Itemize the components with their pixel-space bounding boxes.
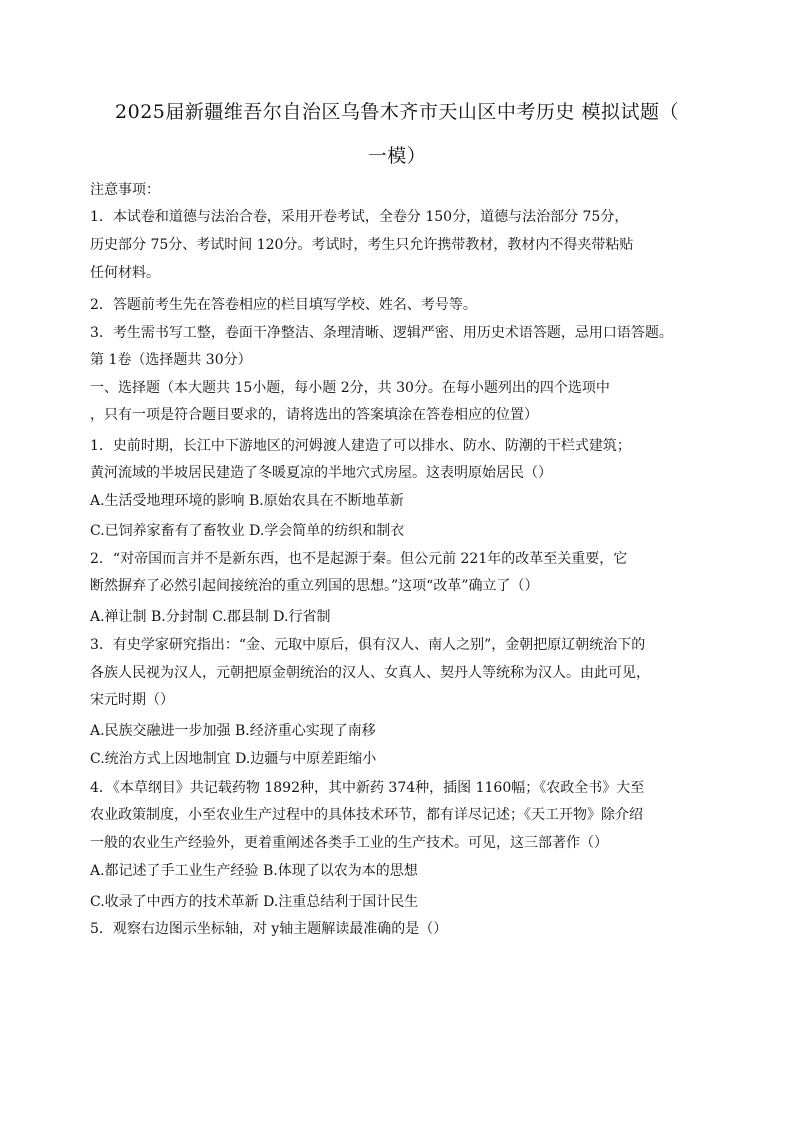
question-4-stem-line-2: 农业政策制度，小至农业生产过程中的具体技术环节，都有详尽记述；《天工开物》除介绍 bbox=[90, 807, 643, 823]
question-1-options-ab: A.生活受地理环境的影响 B.原始农具在不断地革新 bbox=[90, 493, 404, 509]
question-2-options: A.禅让制 B.分封制 C.郡县制 D.行省制 bbox=[90, 609, 331, 625]
exam-title-line-1: 2025届新疆维吾尔自治区乌鲁木齐市天山区中考历史 模拟试题（ bbox=[115, 101, 679, 123]
notice-item-1-line-1: 1．本试卷和道德与法治合卷，采用开卷考试，全卷分 150分，道德与法治部分 75分， bbox=[90, 209, 629, 225]
notice-item-1-line-3: 任何材料。 bbox=[90, 265, 160, 281]
question-2-stem-line-1: 2．“对帝国而言并不是新东西，也不是起源于秦。但公元前 221年的改革至关重要，它 bbox=[90, 551, 628, 567]
notice-item-1-line-2: 历史部分 75分、考试时间 120分。考试时，考生只允许携带教材，教材内不得夹带粘贴 bbox=[90, 237, 634, 253]
question-3-stem-line-2: 各族人民视为汉人，元朝把原金朝统治的汉人、女真人、契丹人等统称为汉人。由此可见， bbox=[90, 665, 650, 681]
question-1-stem-line-1: 1．史前时期，长江中下游地区的河姆渡人建造了可以排水、防水、防潮的干栏式建筑； bbox=[90, 438, 631, 454]
question-1-options-cd: C.已饲养家畜有了畜牧业 D.学会简单的纺织和制衣 bbox=[90, 523, 405, 539]
question-3-stem-line-3: 宋元时期（） bbox=[90, 692, 174, 708]
question-4-options-ab: A.都记述了手工业生产经验 B.体现了以农为本的思想 bbox=[90, 863, 418, 879]
question-1-stem-line-2: 黄河流域的半坡居民建造了冬暖夏凉的半地穴式房屋。这表明原始居民（） bbox=[90, 465, 552, 481]
question-3-stem-line-1: 3．有史学家研究指出：“金、元取中原后，俱有汉人、南人之别”，金朝把原辽朝统治下的 bbox=[90, 637, 646, 653]
section-volume-heading: 第 1卷（选择题共 30分） bbox=[90, 352, 252, 368]
notice-item-2: 2．答题前考生先在答卷相应的栏目填写学校、姓名、考号等。 bbox=[90, 297, 477, 313]
question-2-stem-line-2: 断然摒弃了必然引起间接统治的重立列国的思想。”这项“改革”确立了（） bbox=[90, 578, 539, 594]
question-5-stem: 5．观察右边图示坐标轴，对 y轴主题解读最准确的是（） bbox=[90, 921, 448, 937]
question-4-stem-line-3: 一般的农业生产经验外，更着重阐述各类手工业的生产技术。可见，这三部著作（） bbox=[90, 835, 608, 851]
question-3-options-cd: C.统治方式上因地制宜 D.边疆与中原差距缩小 bbox=[90, 751, 377, 767]
notice-heading: 注意事项： bbox=[90, 182, 160, 198]
question-3-options-ab: A.民族交融进一步加强 B.经济重心实现了南移 bbox=[90, 723, 376, 739]
notice-item-3: 3．考生需书写工整，卷面干净整洁、条理清晰、逻辑严密、用历史术语答题，忌用口语答题。 bbox=[90, 325, 673, 341]
section-instructions-line-2: ，只有一项是符合题目要求的，请将选出的答案填涂在答卷相应的位置） bbox=[90, 407, 538, 423]
question-4-options-cd: C.收录了中西方的技术革新 D.注重总结利于国计民生 bbox=[90, 894, 419, 910]
question-4-stem-line-1: 4．《本草纲目》共记载药物 1892种，其中新药 374种，插图 1160幅；《农政全书》大至 bbox=[90, 780, 645, 796]
section-instructions-line-1: 一、选择题（本大题共 15小题，每小题 2分，共 30分。在每小题列出的四个选项中 bbox=[90, 380, 610, 396]
exam-title-line-2: 一模） bbox=[367, 145, 427, 167]
